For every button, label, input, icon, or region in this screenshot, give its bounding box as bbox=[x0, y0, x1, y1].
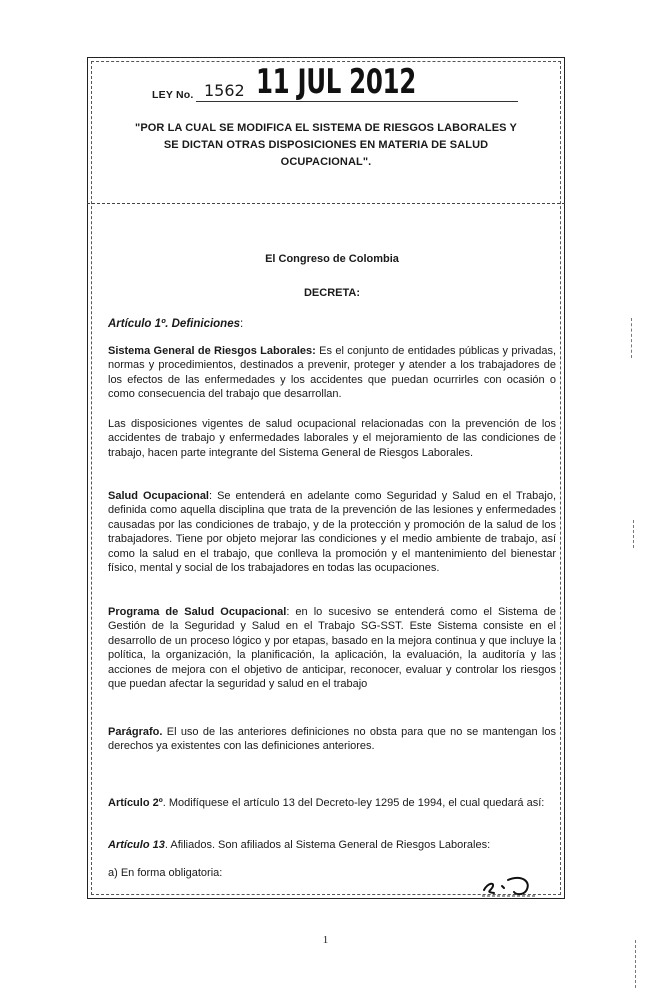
article-2 bbox=[108, 796, 556, 810]
definition-programa bbox=[108, 605, 556, 691]
law-title-line-3: OCUPACIONAL". bbox=[280, 156, 372, 168]
paragrafo bbox=[108, 725, 556, 754]
law-title-line-1: "POR LA CUAL SE MODIFICA EL SISTEMA DE RIESGOS LABORALES Y bbox=[135, 122, 517, 134]
definition-sgrl bbox=[108, 344, 556, 402]
article-2-term: Artículo 2º bbox=[108, 797, 163, 809]
sgrl-text: Es el conjunto de entidades públicas y privadas, normas y procedimientos, destinados a prevenir, proteger y atender a los trabajadores de los efectos de las enfermedades y los accidentes que puedan ocurrirles con ocasión o como consecuencia del trabajo que desarrollan. bbox=[108, 345, 557, 401]
header-divider bbox=[87, 203, 565, 204]
paragrafo-text: El uso de las anteriores definiciones no obsta para que no se mantengan los derechos ya existentes con las definiciones anteriores. bbox=[108, 726, 556, 753]
decreta-heading: DECRETA: bbox=[303, 287, 360, 299]
law-date-stamp: 11 JUL 2012 bbox=[256, 62, 416, 102]
article-1-title: Artículo 1º. Definiciones bbox=[108, 318, 241, 330]
article-2-text: . Modifíquese el artículo 13 del Decreto-ley 1295 de 1994, el cual quedará así: bbox=[162, 797, 545, 809]
article-13-text: . Afiliados. Son afiliados al Sistema General de Riesgos Laborales: bbox=[164, 839, 491, 851]
law-title bbox=[108, 120, 544, 171]
salud-term: Salud Ocupacional bbox=[108, 490, 209, 502]
law-label: LEY No. bbox=[152, 89, 194, 101]
page-number: 1 bbox=[322, 934, 329, 946]
scan-edge-mark bbox=[631, 318, 632, 358]
sgrl-term: Sistema General de Riesgos Laborales: bbox=[108, 345, 316, 357]
programa-text: : en lo sucesivo se entenderá como el Sistema de Gestión de la Seguridad y Salud en el Trabajo SG-SST. Este Sistema consiste en el desarrollo de un proceso lógico y por etapas, basado en la mejora continua y que incluye la política, la organización, la planificación, la aplicación, la evaluación, la auditoría y las acciones de mejora con el objetivo de anticipar, reconocer, evaluar y controlar los riesgos que puedan afectar la seguridad y salud en el trabajo bbox=[108, 606, 557, 691]
law-number-line bbox=[148, 62, 520, 104]
document-frame bbox=[87, 57, 565, 899]
paragrafo-term: Parágrafo. bbox=[108, 726, 163, 738]
programa-term: Programa de Salud Ocupacional bbox=[108, 606, 287, 618]
congress-heading: El Congreso de Colombia bbox=[265, 253, 399, 265]
law-underline bbox=[196, 101, 518, 102]
law-number: 1562 bbox=[204, 81, 245, 100]
salud-text: : Se entenderá en adelante como Seguridad y Salud en el Trabajo, definida como aquella disciplina que trata de la prevención de las lesiones y enfermedades causadas por las condiciones de trabajo, y de la protección y promoción de la salud de los trabajadores. Tiene por objeto mejorar las condiciones y el medio ambiente de trabajo, así como la salud en el trabajo, que conlleva la promoción y el mantenimiento del bienestar físico, mental y social de los trabajadores en todas las ocupaciones. bbox=[108, 490, 556, 575]
scan-edge-mark bbox=[633, 520, 634, 548]
initials-signature bbox=[478, 872, 542, 898]
definition-salud-ocupacional bbox=[108, 489, 556, 575]
article-1-heading bbox=[108, 318, 243, 330]
item-a: a) En forma obligatoria: bbox=[108, 867, 223, 879]
article-13 bbox=[108, 838, 556, 852]
article-13-term: Artículo 13 bbox=[108, 839, 165, 851]
paragraph-disposiciones: Las disposiciones vigentes de salud ocupacional relacionadas con la prevención de los accidentes de trabajo y enfermedades laborales y el mejoramiento de las condiciones de trabajo, hacen parte integrante del Sistema General de Riesgos Laborales. bbox=[108, 418, 556, 459]
article-1-colon: : bbox=[240, 318, 244, 330]
law-title-line-2: SE DICTAN OTRAS DISPOSICIONES EN MATERIA DE SALUD bbox=[163, 139, 489, 151]
scan-edge-mark bbox=[635, 940, 636, 988]
